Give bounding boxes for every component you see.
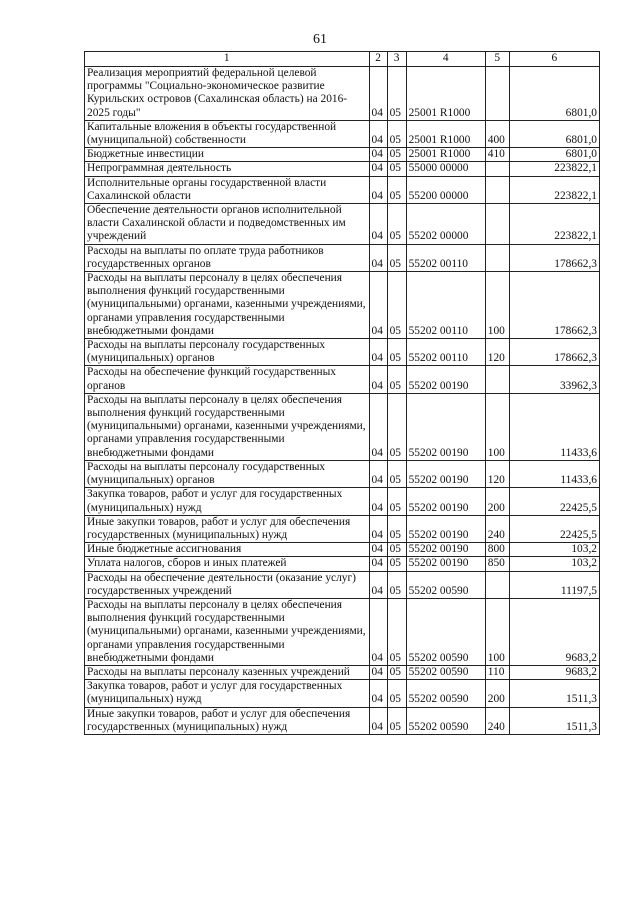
- row-subsection-cell: 05: [387, 665, 406, 679]
- row-target-article-cell: 55202 00190: [406, 366, 485, 393]
- row-subsection-cell: 05: [387, 460, 406, 487]
- row-subsection-cell: 05: [387, 680, 406, 707]
- row-target-article-cell: 55202 00590: [406, 680, 485, 707]
- table-body: [85, 67, 600, 735]
- row-name-cell: Расходы на выплаты персоналу в целях обеспечения выполнения функций государственными (муниципальными) органами, казенными учреждениями, органами управления государственными внебюджетными фондами: [85, 272, 370, 339]
- table-row: [85, 120, 600, 147]
- row-amount-cell: 1511,3: [509, 680, 599, 707]
- row-target-article-cell: 55200 00000: [406, 176, 485, 203]
- row-target-article-cell: 55202 00190: [406, 460, 485, 487]
- row-expense-type-cell: 120: [485, 339, 509, 366]
- row-expense-type-cell: [485, 244, 509, 271]
- row-amount-cell: 178662,3: [509, 244, 599, 271]
- row-subsection-cell: 05: [387, 244, 406, 271]
- row-amount-cell: 103,2: [509, 557, 599, 571]
- row-amount-cell: 1511,3: [509, 707, 599, 734]
- row-section-cell: 04: [369, 272, 387, 339]
- row-section-cell: 04: [369, 204, 387, 245]
- table-row: [85, 543, 600, 557]
- row-target-article-cell: 55202 00590: [406, 665, 485, 679]
- table-row: [85, 176, 600, 203]
- row-target-article-cell: 25001 R1000: [406, 120, 485, 147]
- table-row: [85, 665, 600, 679]
- header-cell-amount: 6: [509, 52, 599, 67]
- row-target-article-cell: 55202 00590: [406, 571, 485, 598]
- row-subsection-cell: 05: [387, 176, 406, 203]
- row-section-cell: 04: [369, 244, 387, 271]
- row-expense-type-cell: 120: [485, 460, 509, 487]
- row-expense-type-cell: 240: [485, 515, 509, 542]
- row-subsection-cell: 05: [387, 393, 406, 460]
- table-row: [85, 162, 600, 176]
- row-subsection-cell: 05: [387, 571, 406, 598]
- row-target-article-cell: 55202 00190: [406, 515, 485, 542]
- row-subsection-cell: 05: [387, 204, 406, 245]
- row-amount-cell: 22425,5: [509, 488, 599, 515]
- row-name-cell: Расходы на обеспечение деятельности (оказание услуг) государственных учреждений: [85, 571, 370, 598]
- row-target-article-cell: 55202 00190: [406, 393, 485, 460]
- row-expense-type-cell: [485, 366, 509, 393]
- row-section-cell: 04: [369, 339, 387, 366]
- row-expense-type-cell: [485, 176, 509, 203]
- row-expense-type-cell: [485, 162, 509, 176]
- budget-table: [84, 51, 600, 735]
- table-row: [85, 204, 600, 245]
- header-cell-name: 1: [85, 52, 370, 67]
- row-section-cell: 04: [369, 557, 387, 571]
- row-section-cell: 04: [369, 543, 387, 557]
- row-name-cell: Капитальные вложения в объекты государственной (муниципальной) собственности: [85, 120, 370, 147]
- row-amount-cell: 11433,6: [509, 393, 599, 460]
- row-expense-type-cell: [485, 204, 509, 245]
- row-section-cell: 04: [369, 460, 387, 487]
- row-expense-type-cell: 240: [485, 707, 509, 734]
- row-target-article-cell: 25001 R1000: [406, 67, 485, 121]
- row-section-cell: 04: [369, 176, 387, 203]
- row-section-cell: 04: [369, 571, 387, 598]
- row-name-cell: Исполнительные органы государственной власти Сахалинской области: [85, 176, 370, 203]
- row-expense-type-cell: 410: [485, 148, 509, 162]
- row-amount-cell: 178662,3: [509, 272, 599, 339]
- row-name-cell: Расходы на выплаты персоналу казенных учреждений: [85, 665, 370, 679]
- row-name-cell: Иные закупки товаров, работ и услуг для обеспечения государственных (муниципальных) нужд: [85, 515, 370, 542]
- row-name-cell: Обеспечение деятельности органов исполнительной власти Сахалинской области и подведомственных им учреждений: [85, 204, 370, 245]
- row-section-cell: 04: [369, 393, 387, 460]
- header-cell-section: 2: [369, 52, 387, 67]
- row-expense-type-cell: 800: [485, 543, 509, 557]
- row-amount-cell: 103,2: [509, 543, 599, 557]
- row-section-cell: 04: [369, 488, 387, 515]
- row-expense-type-cell: 110: [485, 665, 509, 679]
- row-subsection-cell: 05: [387, 366, 406, 393]
- table-row: [85, 393, 600, 460]
- row-expense-type-cell: 100: [485, 272, 509, 339]
- row-section-cell: 04: [369, 366, 387, 393]
- row-subsection-cell: 05: [387, 148, 406, 162]
- row-amount-cell: 223822,1: [509, 162, 599, 176]
- page-number: 61: [313, 32, 327, 47]
- row-expense-type-cell: [485, 67, 509, 121]
- row-subsection-cell: 05: [387, 543, 406, 557]
- row-section-cell: 04: [369, 707, 387, 734]
- header-row: [85, 52, 600, 67]
- row-target-article-cell: 55000 00000: [406, 162, 485, 176]
- row-expense-type-cell: 200: [485, 680, 509, 707]
- row-name-cell: Иные бюджетные ассигнования: [85, 543, 370, 557]
- row-expense-type-cell: 850: [485, 557, 509, 571]
- table-row: [85, 488, 600, 515]
- row-target-article-cell: 55202 00590: [406, 598, 485, 665]
- row-section-cell: 04: [369, 680, 387, 707]
- row-section-cell: 04: [369, 665, 387, 679]
- table-row: [85, 244, 600, 271]
- row-name-cell: Расходы на выплаты персоналу в целях обеспечения выполнения функций государственными (муниципальными) органами, казенными учреждениями, органами управления государственными внебюджетными фондами: [85, 393, 370, 460]
- row-amount-cell: 6801,0: [509, 148, 599, 162]
- row-subsection-cell: 05: [387, 488, 406, 515]
- table-row: [85, 707, 600, 734]
- table-row: [85, 272, 600, 339]
- row-expense-type-cell: 100: [485, 598, 509, 665]
- row-amount-cell: 33962,3: [509, 366, 599, 393]
- row-target-article-cell: 55202 00110: [406, 272, 485, 339]
- table-row: [85, 148, 600, 162]
- row-target-article-cell: 55202 00000: [406, 204, 485, 245]
- row-name-cell: Расходы на выплаты по оплате труда работников государственных органов: [85, 244, 370, 271]
- row-target-article-cell: 55202 00190: [406, 557, 485, 571]
- table-row: [85, 571, 600, 598]
- row-subsection-cell: 05: [387, 557, 406, 571]
- row-section-cell: 04: [369, 162, 387, 176]
- row-subsection-cell: 05: [387, 515, 406, 542]
- row-name-cell: Иные закупки товаров, работ и услуг для обеспечения государственных (муниципальных) нужд: [85, 707, 370, 734]
- row-target-article-cell: 55202 00110: [406, 244, 485, 271]
- row-target-article-cell: 55202 00190: [406, 543, 485, 557]
- row-subsection-cell: 05: [387, 120, 406, 147]
- row-subsection-cell: 05: [387, 598, 406, 665]
- table-row: [85, 460, 600, 487]
- row-target-article-cell: 55202 00110: [406, 339, 485, 366]
- row-subsection-cell: 05: [387, 272, 406, 339]
- row-amount-cell: 11197,5: [509, 571, 599, 598]
- row-subsection-cell: 05: [387, 67, 406, 121]
- header-cell-target-article: 4: [406, 52, 485, 67]
- row-name-cell: Реализация мероприятий федеральной целевой программы "Социально-экономическое развитие Курильских островов (Сахалинская область) на 2016-2025 годы": [85, 67, 370, 121]
- row-amount-cell: 178662,3: [509, 339, 599, 366]
- row-amount-cell: 6801,0: [509, 67, 599, 121]
- row-name-cell: Расходы на выплаты персоналу в целях обеспечения выполнения функций государственными (муниципальными) органами, казенными учреждениями, органами управления государственными внебюджетными фондами: [85, 598, 370, 665]
- row-section-cell: 04: [369, 515, 387, 542]
- table-row: [85, 366, 600, 393]
- table-row: [85, 515, 600, 542]
- table-row: [85, 339, 600, 366]
- row-amount-cell: 22425,5: [509, 515, 599, 542]
- row-name-cell: Непрограммная деятельность: [85, 162, 370, 176]
- row-amount-cell: 223822,1: [509, 176, 599, 203]
- row-section-cell: 04: [369, 67, 387, 121]
- row-section-cell: 04: [369, 148, 387, 162]
- row-name-cell: Расходы на обеспечение функций государственных органов: [85, 366, 370, 393]
- row-name-cell: Закупка товаров, работ и услуг для государственных (муниципальных) нужд: [85, 488, 370, 515]
- row-name-cell: Расходы на выплаты персоналу государственных (муниципальных) органов: [85, 339, 370, 366]
- table-row: [85, 557, 600, 571]
- row-subsection-cell: 05: [387, 707, 406, 734]
- row-name-cell: Закупка товаров, работ и услуг для государственных (муниципальных) нужд: [85, 680, 370, 707]
- row-expense-type-cell: 400: [485, 120, 509, 147]
- row-target-article-cell: 55202 00190: [406, 488, 485, 515]
- row-name-cell: Бюджетные инвестиции: [85, 148, 370, 162]
- row-subsection-cell: 05: [387, 162, 406, 176]
- row-expense-type-cell: 200: [485, 488, 509, 515]
- header-cell-subsection: 3: [387, 52, 406, 67]
- row-name-cell: Уплата налогов, сборов и иных платежей: [85, 557, 370, 571]
- row-name-cell: Расходы на выплаты персоналу государственных (муниципальных) органов: [85, 460, 370, 487]
- row-section-cell: 04: [369, 598, 387, 665]
- table-row: [85, 598, 600, 665]
- row-amount-cell: 11433,6: [509, 460, 599, 487]
- row-amount-cell: 223822,1: [509, 204, 599, 245]
- header-cell-expense-type: 5: [485, 52, 509, 67]
- row-amount-cell: 9683,2: [509, 598, 599, 665]
- row-section-cell: 04: [369, 120, 387, 147]
- row-target-article-cell: 25001 R1000: [406, 148, 485, 162]
- row-expense-type-cell: [485, 571, 509, 598]
- table-row: [85, 680, 600, 707]
- row-subsection-cell: 05: [387, 339, 406, 366]
- row-target-article-cell: 55202 00590: [406, 707, 485, 734]
- row-amount-cell: 9683,2: [509, 665, 599, 679]
- row-expense-type-cell: 100: [485, 393, 509, 460]
- row-amount-cell: 6801,0: [509, 120, 599, 147]
- table-row: [85, 67, 600, 121]
